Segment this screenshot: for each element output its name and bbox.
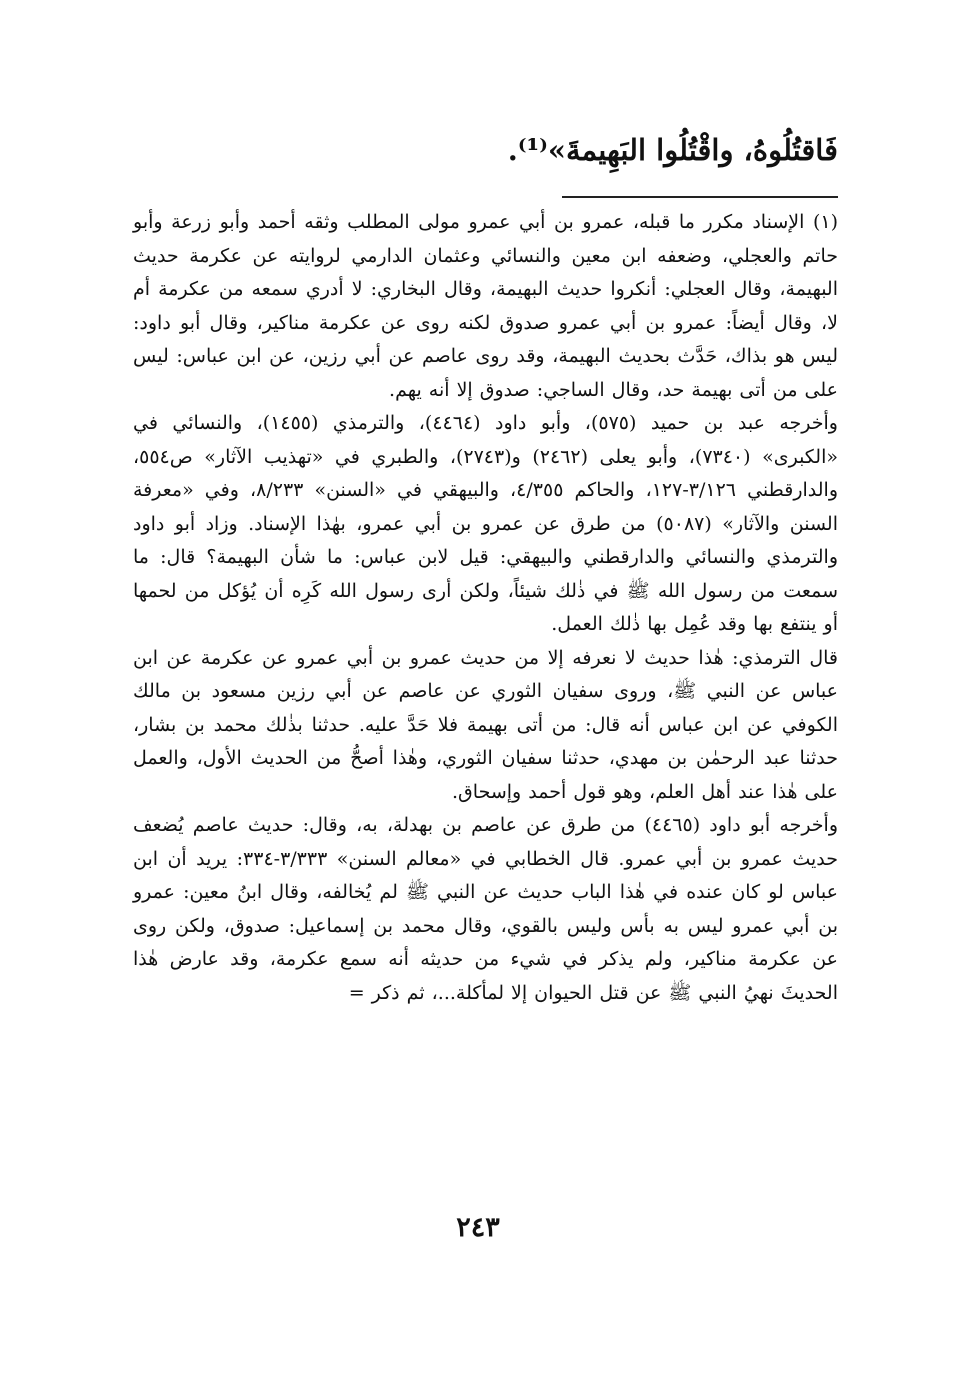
- main-text-line: فَاقتُلُوهُ، واقْتُلُوا البَهِيمةَ»⁽¹⁾.: [507, 133, 838, 167]
- footnotes-section: [133, 206, 838, 1010]
- footnote-paragraph: وأخرجه أبو داود (٤٤٦٥) من طرق عن عاصم بن بهدلة، به، وقال: حديث عاصم يُضعف حديث عمرو بن أبي عمرو. قال الخطابي في «معالم السنن» ٣/٣٣٣-٣٣٤: يريد أن ابن عباس لو كان عنده في هٰذا الباب حديث عن النبي ﷺ لم يُخالفه، وقال ابنُ معين: عمرو بن أبي عمرو ليس به بأس وليس بالقوي، وقال محمد بن إسماعيل: صدوق، ولكن روى عن عكرمة مناكير، ولم يذكر في شيء من حديثه أنه سمع عكرمة، وقد عارض هٰذا الحديثَ نهيُ النبي ﷺ عن قتل الحيوان إلا لمأكلة...، ثم ذكر =: [133, 814, 838, 1004]
- footnote-separator: [562, 196, 838, 198]
- page-number: ٢٤٣: [456, 1212, 500, 1243]
- footnote-paragraph: وأخرجه عبد بن حميد (٥٧٥)، وأبو داود (٤٤٦٤)، والترمذي (١٤٥٥)، والنسائي في «الكبرى» (٧٣٤٠)، وأبو يعلى (٢٤٦٢) و(٢٧٤٣)، والطبري في «تهذيب الآثار» ص٥٥٤، والدارقطني ٣/١٢٦-١٢٧، والحاكم ٤/٣٥٥، والبيهقي في «السنن» ٨/٢٣٣، وفي «معرفة السنن والآثار» (٥٠٨٧) من طرق عن عمرو بن أبي عمرو، بهٰذا الإسناد. وزاد أبو داود والترمذي والنسائي والدارقطني والبيهقي: قيل لابن عباس: ما شأن البهيمة؟ قال: ما سمعت من رسول الله ﷺ في ذٰلك شيئاً، ولكن أرى رسول الله كَرِه أن يُؤكل من لحمها أو ينتفع بها وقد عُمِل بها ذٰلك العمل.: [133, 412, 839, 635]
- footnote-paragraph: (١) الإسناد مكرر ما قبله، عمرو بن أبي عمرو مولى المطلب وثقه أحمد وأبو زرعة وأبو حاتم والعجلي، وضعفه ابن معين والنسائي وعثمان الدارمي لروايته عن عكرمة حديث البهيمة، وقال العجلي: أنكروا حديث البهيمة، وقال البخاري: لا أدري سمعه من عكرمة أم لا، وقال أيضاً: عمرو بن أبي عمرو صدوق لكنه روى عن عكرمة مناكير، وقال أبو داود: ليس هو بذاك، حَدَّث بحديث البهيمة، وقد روى عاصم عن أبي رزين، عن ابن عباس: ليس على من أتى بهيمة حد، وقال الساجي: صدوق إلا أنه يهم.: [133, 211, 838, 401]
- footnote-paragraph: قال الترمذي: هٰذا حديث لا نعرفه إلا من حديث عمرو بن أبي عمرو عن عكرمة عن ابن عباس عن النبي ﷺ، وروى سفيان الثوري عن عاصم عن أبي رزين مسعود بن مالك الكوفي عن ابن عباس أنه قال: من أتى بهيمة فلا حَدَّ عليه. حدثنا بذٰلك محمد بن بشار، حدثنا عبد الرحمٰن بن مهدي، حدثنا سفيان الثوري، وهٰذا أصحُّ من الحديث الأول، والعمل على هٰذا عند أهل العلم، وهو قول أحمد وإسحاق.: [133, 646, 838, 803]
